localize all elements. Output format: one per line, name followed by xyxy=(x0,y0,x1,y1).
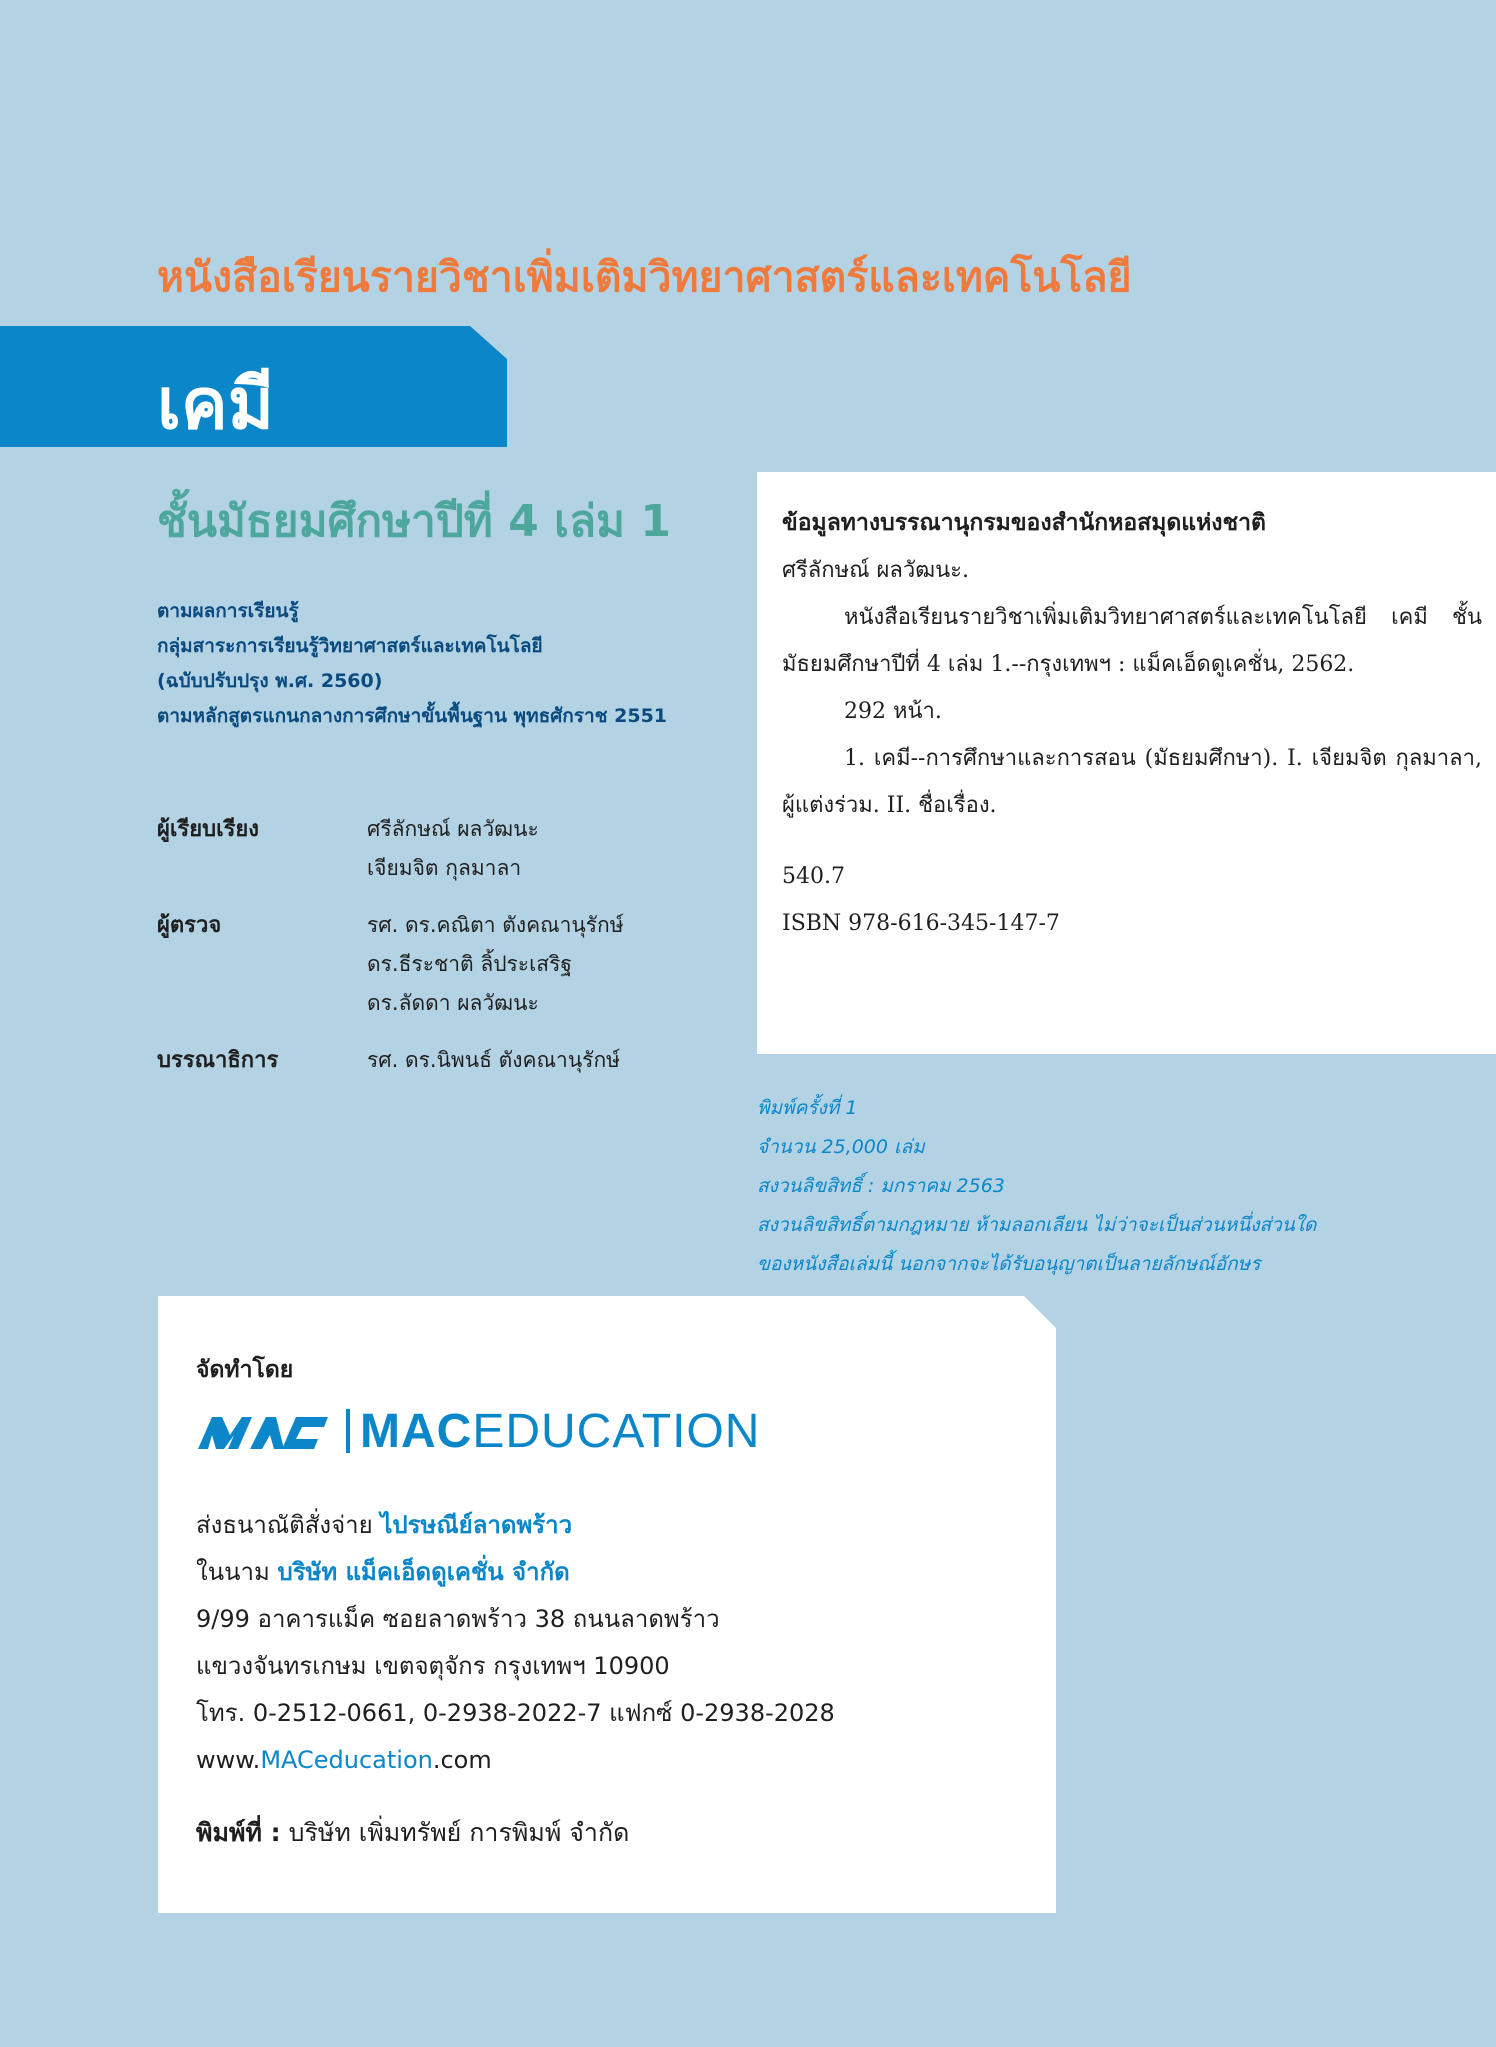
credits xyxy=(157,810,737,1098)
print-info-line: จำนวน 25,000 เล่ม xyxy=(757,1136,925,1158)
printer-name: บริษัท เพิ่มทรัพย์ การพิมพ์ จำกัด xyxy=(288,1818,630,1847)
web-brand: MACeducation xyxy=(260,1746,433,1774)
mac-logo-mark-icon xyxy=(196,1409,336,1453)
catalog-subjects: 1. เคมี--การศึกษาและการสอน (มัธยมศึกษา). I. เจียมจิต กุลมาลา, ผู้แต่งร่วม. II. ชื่อเรื่อง. xyxy=(782,746,1482,818)
order-prefix: ส่งธนาณัติสั่งจ่าย xyxy=(196,1511,373,1539)
credit-editor xyxy=(157,1041,737,1080)
order-line xyxy=(196,1502,835,1549)
editor-name: รศ. ดร.นิพนธ์ ตังคณานุรักษ์ xyxy=(367,1048,621,1072)
curriculum-line: ตามหลักสูตรแกนกลางการศึกษาขั้นพื้นฐาน พุทธศักราช 2551 xyxy=(157,705,668,727)
mac-education-logo xyxy=(196,1406,760,1456)
reviewers-list xyxy=(367,906,624,1023)
order-post-office: ไปรษณีย์ลาดพร้าว xyxy=(380,1511,573,1539)
compiler-name: เจียมจิต กุลมาลา xyxy=(367,856,522,880)
reviewer-name: ดร.ธีระชาติ ลิ้ประเสริฐ xyxy=(367,952,572,976)
address-line-2: แขวงจันทรเกษม เขตจตุจักร กรุงเทพฯ 10900 xyxy=(196,1652,670,1680)
catalog-gap xyxy=(782,829,1482,853)
print-info-line: ของหนังสือเล่มนี้ นอกจากจะได้รับอนุญาตเป็นลายลักษณ์อักษร xyxy=(757,1253,1261,1275)
web-suffix: .com xyxy=(432,1746,492,1774)
printer-line xyxy=(196,1813,629,1853)
reviewer-name: รศ. ดร.คณิตา ตังคณานุรักษ์ xyxy=(367,913,624,937)
publisher-contact xyxy=(196,1502,835,1784)
logo-text-education: EDUCATION xyxy=(472,1404,761,1458)
compilers-label: ผู้เรียบเรียง xyxy=(157,817,260,842)
subject-title: เคมี xyxy=(157,363,274,445)
logo-text-mac: MAC xyxy=(360,1404,473,1458)
logo-separator xyxy=(346,1409,350,1453)
website-link[interactable] xyxy=(196,1737,835,1784)
print-info-line: สงวนลิขสิทธิ์ตามกฎหมาย ห้ามลอกเลียน ไม่ว่าจะเป็นส่วนหนึ่งส่วนใด xyxy=(757,1214,1317,1236)
compiler-name: ศรีลักษณ์ ผลวัฒนะ xyxy=(367,817,539,841)
grade-title: ชั้นมัธยมศึกษาปีที่ 4 เล่ม 1 xyxy=(157,496,671,547)
credit-reviewers xyxy=(157,906,737,1023)
catalog-isbn: ISBN 978-616-345-147-7 xyxy=(782,911,1060,936)
catalog-call-number: 540.7 xyxy=(782,864,845,889)
payee-line xyxy=(196,1549,835,1596)
reviewer-name: ดร.ลัดดา ผลวัฒนะ xyxy=(367,991,539,1015)
printer-label: พิมพ์ที่ : xyxy=(196,1818,281,1847)
series-title: หนังสือเรียนรายวิชาเพิ่มเติมวิทยาศาสตร์และเทคโนโลยี xyxy=(157,253,1132,301)
print-info-line: พิมพ์ครั้งที่ 1 xyxy=(757,1097,858,1119)
curriculum-line: ตามผลการเรียนรู้ xyxy=(157,600,299,622)
catalog-heading: ข้อมูลทางบรรณานุกรมของสำนักหอสมุดแห่งชาติ xyxy=(782,510,1266,536)
payee-prefix: ในนาม xyxy=(196,1558,270,1586)
print-info xyxy=(757,1089,1316,1284)
print-info-line: สงวนลิขสิทธิ์ : มกราคม 2563 xyxy=(757,1175,1005,1197)
credit-compilers xyxy=(157,810,737,888)
curriculum-info xyxy=(157,594,667,734)
curriculum-line: กลุ่มสาระการเรียนรู้วิทยาศาสตร์และเทคโนโลยี xyxy=(157,635,543,657)
web-prefix: www. xyxy=(196,1746,261,1774)
compilers-list xyxy=(367,810,539,888)
payee-company: บริษัท แม็คเอ็ดดูเคชั่น จำกัด xyxy=(277,1558,570,1586)
catalog-pages: 292 หน้า. xyxy=(844,699,942,724)
catalog-entry xyxy=(782,500,1482,947)
phone-line: โทร. 0-2512-0661, 0-2938-2022-7 แฟกซ์ 0-2938-2028 xyxy=(196,1699,835,1727)
curriculum-line: (ฉบับปรับปรุง พ.ศ. 2560) xyxy=(157,670,383,692)
editor-label: บรรณาธิการ xyxy=(157,1048,279,1073)
catalog-author: ศรีลักษณ์ ผลวัฒนะ. xyxy=(782,558,969,583)
producer-label: จัดทำโดย xyxy=(196,1357,294,1383)
address-line-1: 9/99 อาคารแม็ค ซอยลาดพร้าว 38 ถนนลาดพร้าว xyxy=(196,1605,720,1633)
catalog-title-entry: หนังสือเรียนรายวิชาเพิ่มเติมวิทยาศาสตร์และเทคโนโลยี เคมี ชั้นมัธยมศึกษาปีที่ 4 เล่ม 1.--กรุงเทพฯ : แม็คเอ็ดดูเคชั่น, 2562. xyxy=(782,605,1482,677)
reviewers-label: ผู้ตรวจ xyxy=(157,913,222,938)
